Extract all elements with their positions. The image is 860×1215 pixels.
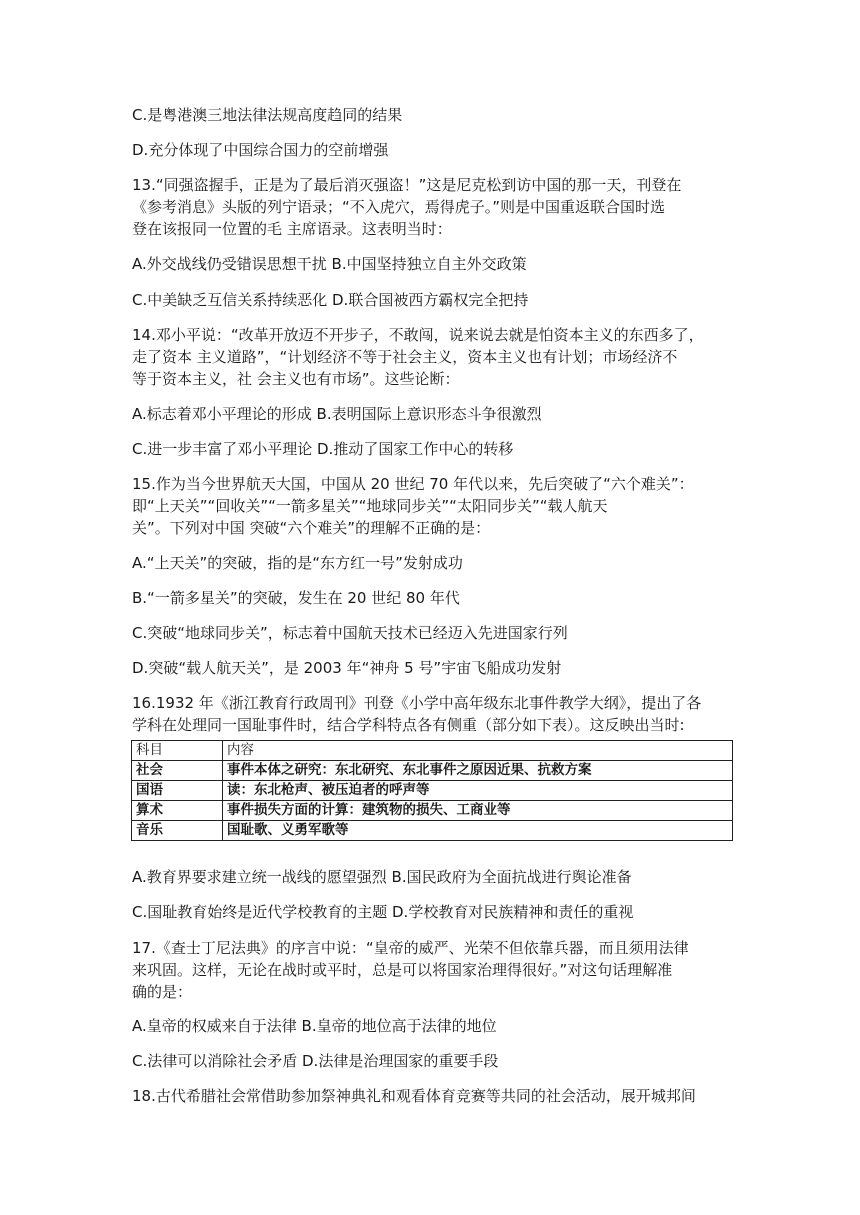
question-17-text: 来巩固。这样，无论在战时或平时，总是可以将国家治理得很好。”对这句话理解准 bbox=[132, 961, 673, 979]
question-16-text: 学科在处理同一国耻事件时，结合学科特点各有侧重（部分如下表）。这反映出当时: bbox=[132, 716, 685, 734]
option-line: C.突破“地球同步关”，标志着中国航天技术已经迈入先进国家行列 bbox=[132, 624, 568, 642]
option-line: C.法律可以消除社会矛盾 D.法律是治理国家的重要手段 bbox=[132, 1052, 499, 1070]
option-line: C.进一步丰富了邓小平理论 D.推动了国家工作中心的转移 bbox=[132, 440, 514, 458]
option-line: A.标志着邓小平理论的形成 B.表明国际上意识形态斗争很激烈 bbox=[132, 405, 542, 423]
question-14-text: 14.邓小平说：“改革开放迈不开步子，不敢闯，说来说去就是怕资本主义的东西多了， bbox=[132, 326, 704, 344]
table-row bbox=[132, 761, 733, 781]
option-line: D.充分体现了中国综合国力的空前增强 bbox=[132, 141, 389, 159]
subject-table bbox=[131, 740, 733, 841]
question-17-text: 确的是： bbox=[132, 983, 193, 1001]
question-17-text: 17.《查士丁尼法典》的序言中说：“皇帝的威严、光荣不但依靠兵器，而且须用法律 bbox=[132, 939, 689, 957]
question-16-text: 16.1932 年《浙江教育行政周刊》刊登《小学中高年级东北事件教学大纲》，提出了各 bbox=[132, 694, 702, 712]
question-13-text: 登在该报同一位置的毛 主席语录。这表明当时： bbox=[132, 220, 452, 238]
question-14-text: 走了资本 主义道路”，“计划经济不等于社会主义，资本主义也有计划；市场经济不 bbox=[132, 348, 678, 366]
question-15-text: 15.作为当今世界航天大国，中国从 20 世纪 70 年代以来，先后突破了“六个难关”： bbox=[132, 475, 694, 493]
table-header-cell: 内容 bbox=[223, 741, 733, 761]
option-line: D.突破“载人航天关”，是 2003 年“神舟 5 号”宇宙飞船成功发射 bbox=[132, 659, 562, 677]
option-line: A.教育界要求建立统一战线的愿望强烈 B.国民政府为全面抗战进行舆论准备 bbox=[132, 868, 632, 886]
table-cell: 国耻歌、义勇军歌等 bbox=[223, 821, 733, 841]
question-18-text: 18.古代希腊社会常借助参加祭神典礼和观看体育竞赛等共同的社会活动，展开城邦间 bbox=[132, 1087, 696, 1105]
table-cell: 音乐 bbox=[132, 821, 223, 841]
option-line: C.国耻教育始终是近代学校教育的主题 D.学校教育对民族精神和责任的重视 bbox=[132, 903, 634, 921]
option-line: C.中美缺乏互信关系持续恶化 D.联合国被西方霸权完全把持 bbox=[132, 291, 529, 309]
question-13-text: 《参考消息》头版的列宁语录；“不入虎穴，焉得虎子。”则是中国重返联合国时选 bbox=[132, 198, 666, 216]
question-15-text: 关”。下列对中国 突破“六个难关”的理解不正确的是： bbox=[132, 519, 491, 537]
table-cell: 国语 bbox=[132, 781, 223, 801]
table-row bbox=[132, 781, 733, 801]
table-cell: 读：东北枪声、被压迫者的呼声等 bbox=[223, 781, 733, 801]
table-cell: 社会 bbox=[132, 761, 223, 781]
option-line: A.外交战线仍受错误思想干扰 B.中国坚持独立自主外交政策 bbox=[132, 255, 527, 273]
question-15-text: 即“上天关”“回收关”“一箭多星关”“地球同步关”“太阳同步关”“载人航天 bbox=[132, 497, 608, 515]
option-line: A.皇帝的权威来自于法律 B.皇帝的地位高于法律的地位 bbox=[132, 1017, 497, 1035]
table-header-row bbox=[132, 741, 733, 761]
option-line: B.“一箭多星关”的突破，发生在 20 世纪 80 年代 bbox=[132, 589, 460, 607]
table-header-cell: 科目 bbox=[132, 741, 223, 761]
table-row bbox=[132, 821, 733, 841]
option-line: C.是粤港澳三地法律法规高度趋同的结果 bbox=[132, 106, 403, 124]
question-13-text: 13.“同强盗握手，正是为了最后消灭强盗！”这是尼克松到访中国的那一天，刊登在 bbox=[132, 176, 682, 194]
question-14-text: 等于资本主义，社 会主义也有市场”。这些论断： bbox=[132, 370, 460, 388]
table-cell: 事件损失方面的计算：建筑物的损失、工商业等 bbox=[223, 801, 733, 821]
option-line: A.“上天关”的突破，指的是“东方红一号”发射成功 bbox=[132, 554, 463, 572]
table-cell: 事件本体之研究：东北研究、东北事件之原因近果、抗救方案 bbox=[223, 761, 733, 781]
table-row bbox=[132, 801, 733, 821]
table-cell: 算术 bbox=[132, 801, 223, 821]
